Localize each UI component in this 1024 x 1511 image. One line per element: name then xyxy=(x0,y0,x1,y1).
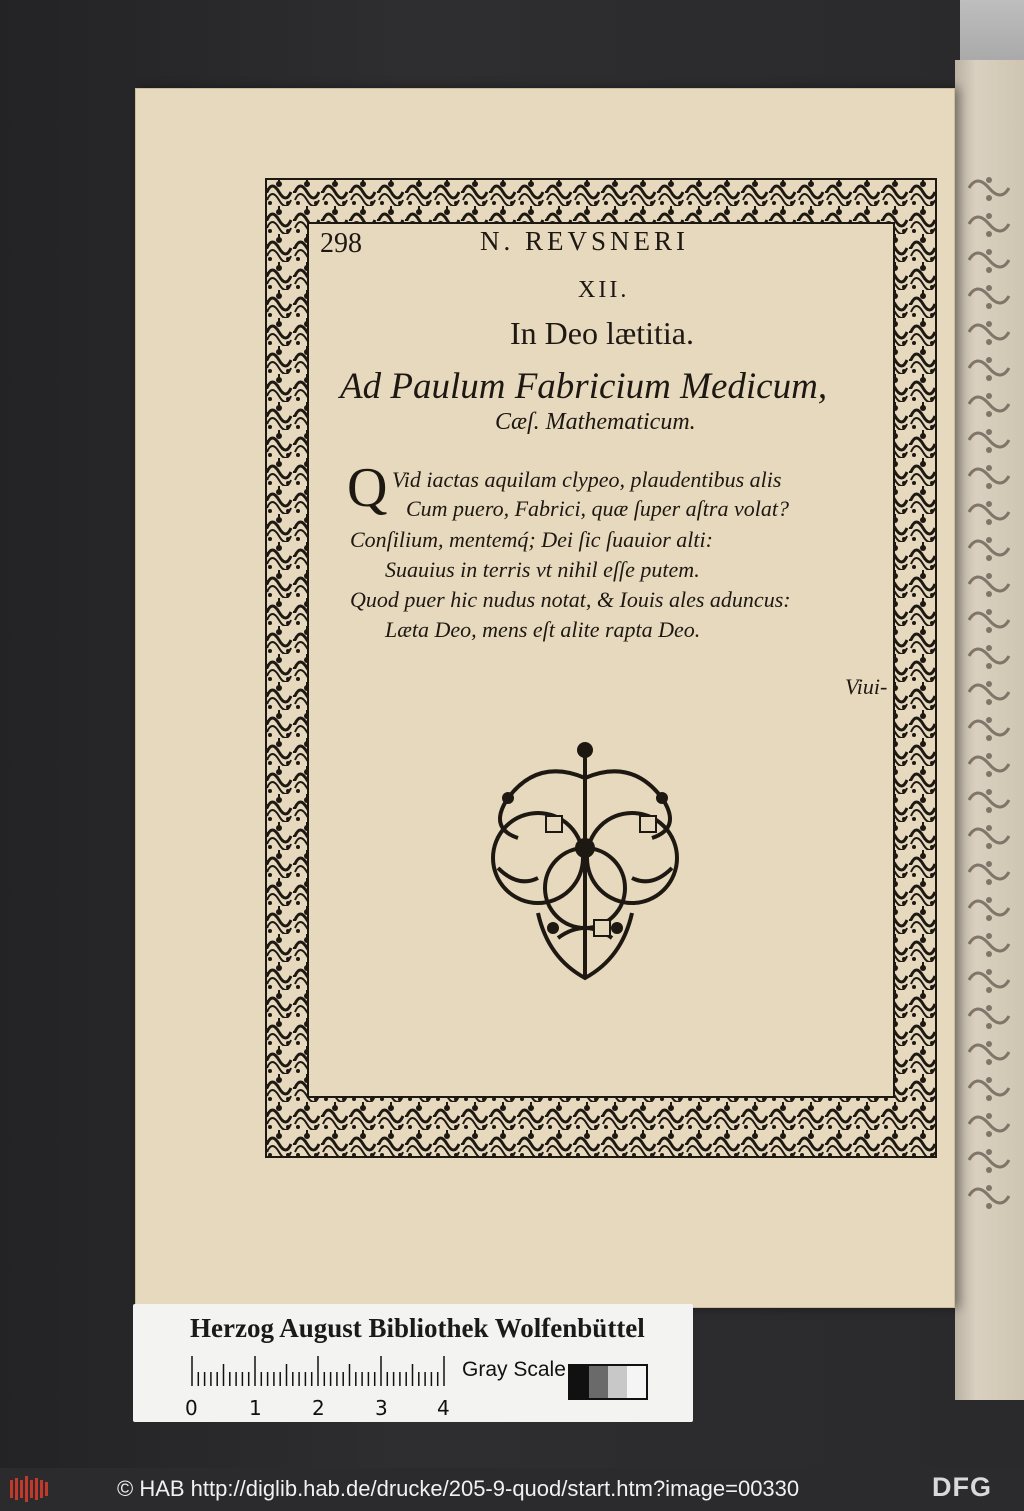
poem-title: In Deo lætitia. xyxy=(510,315,694,351)
dfg-logo: DFG xyxy=(932,1472,992,1502)
gray-scale-swatches xyxy=(568,1364,648,1400)
dedication-line-2: Cæſ. Mathematicum. xyxy=(495,409,696,435)
library-name: Herzog August Bibliothek Wolfenbüttel xyxy=(190,1313,645,1343)
verse-line-1: Vid iactas aquilam clypeo, plaudentibus alis xyxy=(392,467,782,492)
verse-line-5: Quod puer hic nudus notat, & Iouis ales aduncus: xyxy=(350,587,791,612)
copyright-link[interactable]: © HAB http://diglib.hab.de/drucke/205-9-quod/start.htm?image=00330 xyxy=(117,1476,800,1501)
hab-logo-icon xyxy=(10,1476,48,1502)
adjacent-border-ornament xyxy=(965,170,1013,1220)
scale-number-0: 0 xyxy=(185,1396,198,1420)
verse-line-4: Suauius in terris vt nihil eſſe putem. xyxy=(385,557,700,582)
gray-swatch-2 xyxy=(589,1366,608,1398)
verse-line-2: Cum puero, Fabrici, quæ ſuper aſtra volat? xyxy=(406,496,789,521)
running-header: N. REVSNERI xyxy=(480,226,690,256)
scale-number-1: 1 xyxy=(249,1396,262,1420)
gray-swatch-3 xyxy=(608,1366,627,1398)
page-number: 298 xyxy=(320,228,362,259)
drop-cap: Q xyxy=(347,457,388,519)
gray-swatch-4 xyxy=(627,1366,646,1398)
gray-swatch-1 xyxy=(570,1366,589,1398)
verse-line-6: Læta Deo, mens eſt alite rapta Deo. xyxy=(385,617,701,642)
scale-number-4: 4 xyxy=(437,1396,450,1420)
ornament-vignette-icon xyxy=(478,738,692,984)
adjacent-page-edge xyxy=(955,60,1024,1400)
scale-number-3: 3 xyxy=(375,1396,388,1420)
verse-line-3: Conſilium, mentemq́; Dei ſic ſuauior alti: xyxy=(350,527,713,552)
dedication-line-1: Ad Paulum Fabricium Medicum, xyxy=(340,366,828,407)
ruler-scale xyxy=(190,1356,445,1386)
gray-scale-label: Gray Scale xyxy=(462,1358,566,1381)
scale-number-2: 2 xyxy=(312,1396,325,1420)
catchword: Viui- xyxy=(845,674,888,699)
section-number: XII. xyxy=(578,277,630,303)
